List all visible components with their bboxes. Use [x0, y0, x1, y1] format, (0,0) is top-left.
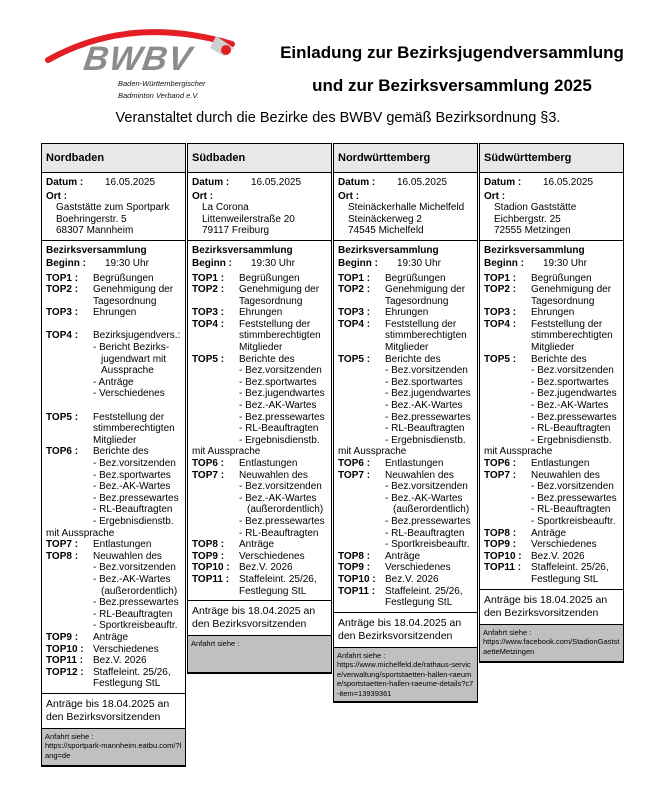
agenda-text: Neuwahlen des	[531, 469, 600, 481]
datum-value: 16.05.2025	[543, 177, 594, 188]
agenda-subitem: - Bez.jugendwartes	[239, 388, 325, 400]
beginn-label: Beginn :	[338, 258, 378, 269]
agenda-subitem: - Ergebnisdienstb.	[531, 434, 612, 446]
agenda-subitem: - Sportkreisbeauftr.	[531, 515, 616, 527]
agenda-text: Neuwahlen des	[385, 469, 454, 481]
agenda-key: TOP7 :	[338, 469, 371, 481]
agenda-subitem: - Bez.pressewartes	[93, 597, 179, 609]
ort-line: 74545 Michelfeld	[348, 225, 424, 236]
ort-line: La Corona	[202, 202, 249, 213]
agenda-text: Berichte des	[93, 446, 149, 458]
district-name: Nordwürttemberg	[334, 144, 477, 173]
agenda-subitem: - Bez.pressewartes	[385, 515, 471, 527]
agenda-key: TOP11 :	[192, 573, 230, 585]
beginn-value: 19:30 Uhr	[543, 258, 587, 269]
agenda-key: TOP4 :	[338, 318, 371, 330]
agenda-text: Neuwahlen des	[239, 469, 308, 481]
agenda-text: Ehrungen	[239, 307, 283, 319]
agenda-key: TOP8 :	[484, 527, 517, 539]
agenda-text: Begrüßungen	[239, 272, 300, 284]
agenda-item	[484, 470, 619, 482]
directions-link[interactable]: https://www.facebook.com/StadionGaststaetteMetzingen	[483, 637, 620, 656]
agenda-subitem: - RL-Beauftragten	[531, 423, 611, 435]
agenda-subitem: - Bez.pressewartes	[93, 492, 179, 504]
agenda-item	[338, 284, 473, 307]
agenda-subitem: - Bez.sportwartes	[531, 376, 609, 388]
agenda-text: Feststellung der stimmberechtigten Mitglieder	[239, 318, 321, 354]
agenda-item	[484, 458, 619, 470]
directions-link[interactable]: https://sportpark-mannheim.eatbu.com/?lang=de	[45, 741, 182, 760]
district-column-nordbaden	[41, 143, 186, 767]
agenda-section	[188, 241, 331, 601]
agenda-text: Staffeleint. 25/26, Festlegung StL	[385, 585, 463, 609]
agenda-key: TOP5 :	[46, 411, 79, 423]
agenda-subitem: - Ergebnisdienstb.	[93, 515, 174, 527]
directions-box	[480, 625, 623, 662]
agenda-item	[46, 446, 181, 458]
agenda-text: Entlastungen	[531, 458, 590, 469]
title-line1: Einladung zur Bezirksjugendversammlung	[280, 43, 624, 62]
district-name: Nordbaden	[42, 144, 185, 173]
agenda-key: TOP4 :	[484, 318, 517, 330]
beginn-value: 19:30 Uhr	[105, 258, 149, 269]
agenda-item	[192, 273, 327, 285]
agenda-key: TOP9 :	[338, 562, 371, 574]
agenda-key: TOP8 :	[46, 550, 79, 562]
agenda-key: TOP10 :	[46, 643, 84, 655]
agenda-item	[338, 458, 473, 470]
agenda-item	[192, 539, 327, 551]
datum-value: 16.05.2025	[251, 177, 302, 188]
agenda-text: Genehmigung der Tagesordnung	[239, 284, 320, 307]
agenda-item	[484, 319, 619, 354]
agenda-text: Berichte des	[531, 353, 587, 365]
agenda-subitem: - RL-Beauftragten	[239, 527, 319, 539]
agenda-subitem: - Bez.vorsitzenden	[239, 481, 322, 493]
agenda-key: TOP11 :	[338, 585, 376, 597]
agenda-key: TOP11 :	[484, 562, 522, 574]
datum-label: Datum :	[338, 177, 376, 188]
agenda-item	[46, 284, 181, 307]
agenda-text: Begrüßungen	[385, 272, 446, 284]
agenda-item	[46, 307, 181, 319]
agenda-subitem: (außerordentlich)	[101, 585, 178, 597]
directions-label: Anfahrt siehe :	[45, 731, 94, 741]
beginn-label: Beginn :	[484, 258, 524, 269]
agenda-item	[338, 586, 473, 609]
ort-label: Ort :	[484, 190, 506, 202]
agenda-item	[484, 354, 619, 366]
logo-subtitle	[118, 78, 206, 102]
agenda-item	[46, 551, 181, 563]
agenda-subitem: - Ergebnisdienstb.	[385, 434, 466, 446]
agenda-subitem: - Bez.pressewartes	[531, 492, 617, 504]
agenda-text: Ehrungen	[531, 307, 575, 319]
datum-label: Datum :	[484, 177, 522, 188]
agenda-subitem: mit Aussprache	[338, 446, 407, 458]
agenda-subitem: - Bez.vorsitzenden	[531, 481, 614, 493]
agenda-subitem: - Bez.pressewartes	[239, 411, 325, 423]
directions-label: Anfahrt siehe :	[483, 627, 532, 637]
directions-box	[188, 636, 331, 673]
ort-line: Eichbergstr. 25	[494, 213, 561, 225]
agenda-item	[46, 655, 181, 667]
datum-value: 16.05.2025	[105, 177, 156, 188]
agenda-key: TOP1 :	[338, 272, 371, 284]
agenda-item	[484, 528, 619, 540]
logo-subtitle-line1: Baden-Württembergischer	[118, 79, 206, 88]
agenda-subitem: - Bez.-AK-Wartes	[385, 492, 463, 504]
agenda-subitem: - Bez.sportwartes	[93, 469, 171, 481]
agenda-item	[46, 644, 181, 656]
agenda-text: Entlastungen	[93, 539, 152, 551]
agenda-item	[46, 330, 181, 342]
agenda-text: Staffeleint. 25/26, Festlegung StL	[531, 562, 609, 585]
agenda-item	[192, 470, 327, 482]
agenda-subitem: - Bez.-AK-Wartes	[93, 573, 171, 585]
agenda-section	[480, 241, 623, 589]
agenda-text: Genehmigung der Tagesordnung	[93, 284, 174, 307]
agenda-key: TOP10 :	[192, 562, 230, 574]
agenda-subitem: - Bericht Bezirks-	[93, 342, 170, 354]
agenda-text: Feststellung der stimmberechtigten Mitglieder	[93, 411, 175, 446]
agenda-item	[192, 562, 327, 574]
agenda-key: TOP9 :	[46, 631, 79, 643]
agenda-text: Entlastungen	[239, 458, 298, 469]
agenda-key: TOP2 :	[192, 284, 225, 296]
page-title	[240, 36, 664, 102]
agenda-item	[192, 307, 327, 319]
agenda-item	[192, 458, 327, 470]
agenda-item	[46, 273, 181, 285]
datum-label: Datum :	[46, 177, 84, 188]
ort-label: Ort :	[192, 190, 214, 202]
agenda-key: TOP1 :	[484, 272, 517, 284]
agenda-text: Neuwahlen des	[93, 550, 162, 562]
agenda-key: TOP8 :	[338, 550, 371, 562]
agenda-text: Bez.V. 2026	[239, 562, 293, 574]
district-name: Südbaden	[188, 144, 331, 173]
beginn-label: Beginn :	[46, 258, 86, 269]
agenda-section	[334, 241, 477, 612]
agenda-item	[484, 562, 619, 585]
agenda-key: TOP8 :	[192, 539, 225, 551]
agenda-text: Anträge	[93, 631, 129, 643]
agenda-key: TOP9 :	[484, 539, 517, 551]
ort-line: Steinäckerhalle Michelfeld	[348, 202, 465, 213]
agenda-text: Bezirksjugendvers.:	[93, 330, 181, 342]
agenda-key: TOP1 :	[192, 272, 225, 284]
agenda-key: TOP6 :	[192, 458, 225, 469]
agenda-subitem: - Bez.vorsitzenden	[385, 481, 468, 493]
agenda-key: TOP12 :	[46, 666, 84, 678]
beginn-label: Beginn :	[192, 258, 232, 269]
agenda-item	[192, 284, 327, 307]
agenda-text: Verschiedenes	[239, 550, 305, 562]
agenda-subitem: - Bez.vorsitzenden	[531, 365, 614, 377]
agenda-key: TOP2 :	[46, 284, 79, 296]
directions-label: Anfahrt siehe :	[191, 639, 240, 649]
agenda-text: Ehrungen	[385, 307, 429, 319]
agenda-key: TOP1 :	[46, 272, 79, 284]
agenda-text: Bez.V. 2026	[531, 550, 585, 562]
ort-line: Steinäckerweg 2	[348, 213, 422, 225]
agenda-item	[192, 551, 327, 563]
agenda-subitem: - Bez.-AK-Wartes	[239, 400, 317, 412]
ort-line: Stadion Gaststätte	[494, 202, 577, 213]
ort-line: 72555 Metzingen	[494, 225, 571, 236]
agenda-subitem: jugendwart mit	[101, 353, 167, 365]
agenda-subitem: - Bez.jugendwartes	[531, 388, 617, 400]
agenda-subitem: - Bez.-AK-Wartes	[531, 400, 609, 412]
date-location-section	[334, 173, 477, 241]
agenda-subitem: - Bez.sportwartes	[385, 376, 463, 388]
agenda-subitem: - Bez.sportwartes	[239, 376, 317, 388]
directions-label: Anfahrt siehe :	[337, 650, 386, 660]
agenda-subitem: - RL-Beauftragten	[93, 504, 173, 516]
agenda-key: TOP6 :	[484, 458, 517, 469]
agenda-item	[46, 539, 181, 551]
agenda-text: Staffeleint. 25/26, Festlegung StL	[93, 666, 171, 690]
district-column-suedwuerttemberg	[479, 143, 624, 663]
date-location-section	[42, 173, 185, 241]
agenda-item	[338, 273, 473, 285]
agenda-key: TOP6 :	[46, 446, 79, 458]
agenda-item	[484, 539, 619, 551]
directions-link[interactable]: https://www.michelfeld.de/rathaus-service/verwaltung/sportstaetten-hallen-raeume/sportstaetten-hallen-raeume-details?c7-item=13939361	[337, 660, 474, 698]
antrag-deadline: Anträge bis 18.04.2025 an den Bezirksvorsitzenden	[42, 693, 185, 729]
antrag-deadline: Anträge bis 18.04.2025 an den Bezirksvorsitzenden	[188, 600, 331, 636]
agenda-item	[46, 667, 181, 690]
page-subtitle: Veranstaltet durch die Bezirke des BWBV gemäß Bezirksordnung §3.	[115, 110, 561, 126]
agenda-subitem: Aussprache	[101, 365, 154, 377]
antrag-deadline: Anträge bis 18.04.2025 an den Bezirksvorsitzenden	[480, 589, 623, 625]
agenda-key: TOP3 :	[484, 307, 517, 319]
ort-line: Boehringerstr. 5	[56, 213, 127, 225]
agenda-subitem: - Anträge	[93, 376, 134, 388]
datum-label: Datum :	[192, 177, 230, 188]
agenda-subitem: - Bez.pressewartes	[531, 411, 617, 423]
agenda-subitem: - RL-Beauftragten	[93, 608, 173, 620]
directions-box	[334, 648, 477, 703]
beginn-value: 19:30 Uhr	[251, 258, 295, 269]
ort-line: 68307 Mannheim	[56, 225, 134, 236]
agenda-subitem: - Bez.jugendwartes	[385, 388, 471, 400]
agenda-subitem: - Ergebnisdienstb.	[239, 434, 320, 446]
district-column-nordwuerttemberg	[333, 143, 478, 703]
title-line2: und zur Bezirksversammlung 2025	[312, 76, 592, 95]
agenda-subitem: - Verschiedenes	[93, 388, 165, 400]
agenda-key: TOP7 :	[192, 469, 225, 481]
agenda-key: TOP7 :	[484, 469, 517, 481]
agenda-key: TOP2 :	[338, 284, 371, 296]
beginn-value: 19:30 Uhr	[397, 258, 441, 269]
date-location-section	[480, 173, 623, 241]
agenda-item	[484, 551, 619, 563]
agenda-item	[484, 273, 619, 285]
agenda-text: Bez.V. 2026	[93, 655, 147, 667]
agenda-text: Anträge	[385, 550, 421, 562]
agenda-key: TOP7 :	[46, 539, 79, 551]
ort-line: 79117 Freiburg	[202, 225, 270, 236]
agenda-subitem: - Bez.vorsitzenden	[385, 365, 468, 377]
agenda-text: Bez.V. 2026	[385, 573, 439, 585]
bwbv-logo	[40, 22, 240, 102]
agenda-item	[192, 354, 327, 366]
agenda-text: Begrüßungen	[93, 272, 154, 284]
agenda-key: TOP4 :	[192, 318, 225, 330]
agenda-subitem: mit Aussprache	[46, 527, 115, 539]
agenda-text: Feststellung der stimmberechtigten Mitglieder	[531, 318, 613, 354]
agenda-item	[484, 284, 619, 307]
agenda-subitem: - Sportkreisbeauftr.	[93, 620, 178, 632]
agenda-subitem: - RL-Beauftragten	[385, 423, 465, 435]
ort-line: Gaststätte zum Sportpark	[56, 202, 170, 213]
agenda-text: Anträge	[531, 527, 567, 539]
agenda-subitem: - Bez.-AK-Wartes	[93, 481, 171, 493]
agenda-text: Ehrungen	[93, 307, 137, 319]
agenda-item	[46, 412, 181, 447]
agenda-text: Begrüßungen	[531, 272, 592, 284]
agenda-subitem: - Sportkreisbeauftr.	[385, 539, 470, 551]
agenda-text: Verschiedenes	[531, 539, 597, 551]
agenda-subitem: - Bez.pressewartes	[239, 515, 325, 527]
logo-subtitle-line2: Badminton Verband e.V.	[118, 91, 199, 100]
agenda-key: TOP9 :	[192, 550, 225, 562]
versammlung-label: Bezirksversammlung	[46, 244, 147, 256]
agenda-key: TOP10 :	[338, 573, 376, 585]
agenda-subitem: mit Aussprache	[484, 446, 553, 458]
agenda-text: Berichte des	[385, 353, 441, 365]
agenda-subitem: (außerordentlich)	[247, 504, 324, 516]
datum-value: 16.05.2025	[397, 177, 448, 188]
agenda-text: Entlastungen	[385, 458, 444, 469]
agenda-key: TOP4 :	[46, 330, 79, 342]
agenda-subitem: (außerordentlich)	[393, 504, 470, 516]
ort-label: Ort :	[338, 190, 360, 202]
ort-label: Ort :	[46, 190, 68, 202]
agenda-section	[42, 241, 185, 693]
versammlung-label: Bezirksversammlung	[338, 244, 439, 256]
agenda-subitem: - Bez.-AK-Wartes	[385, 400, 463, 412]
agenda-subitem: - RL-Beauftragten	[239, 423, 319, 435]
date-location-section	[188, 173, 331, 241]
agenda-subitem: - RL-Beauftragten	[385, 527, 465, 539]
agenda-text: Feststellung der stimmberechtigten Mitglieder	[385, 318, 467, 354]
agenda-key: TOP10 :	[484, 550, 522, 562]
agenda-item	[338, 574, 473, 586]
agenda-item	[338, 551, 473, 563]
versammlung-label: Bezirksversammlung	[192, 244, 293, 256]
agenda-item	[338, 470, 473, 482]
agenda-key: TOP11 :	[46, 655, 84, 667]
directions-box	[42, 729, 185, 766]
agenda-key: TOP6 :	[338, 458, 371, 469]
agenda-item	[46, 632, 181, 644]
agenda-subitem: - Bez.vorsitzenden	[93, 562, 176, 574]
agenda-item	[192, 319, 327, 354]
agenda-text: Anträge	[239, 539, 275, 551]
agenda-key: TOP3 :	[338, 307, 371, 319]
agenda-key: TOP3 :	[46, 307, 79, 319]
agenda-key: TOP5 :	[192, 353, 225, 365]
antrag-deadline: Anträge bis 18.04.2025 an den Bezirksvorsitzenden	[334, 612, 477, 648]
agenda-text: Verschiedenes	[93, 643, 159, 655]
agenda-text: Verschiedenes	[385, 562, 451, 574]
agenda-item	[338, 307, 473, 319]
agenda-text: Genehmigung der Tagesordnung	[531, 284, 612, 307]
agenda-key: TOP5 :	[338, 353, 371, 365]
agenda-item	[484, 307, 619, 319]
agenda-subitem: - Bez.pressewartes	[385, 411, 471, 423]
agenda-subitem: - RL-Beauftragten	[531, 504, 611, 516]
agenda-item	[338, 354, 473, 366]
district-name: Südwürttemberg	[480, 144, 623, 173]
agenda-key: TOP5 :	[484, 353, 517, 365]
agenda-key: TOP3 :	[192, 307, 225, 319]
ort-line: Littenweilerstraße 20	[202, 213, 295, 225]
versammlung-label: Bezirksversammlung	[484, 244, 585, 256]
agenda-item	[338, 562, 473, 574]
agenda-text: Genehmigung der Tagesordnung	[385, 284, 466, 307]
agenda-text: Berichte des	[239, 353, 295, 365]
agenda-key: TOP2 :	[484, 284, 517, 296]
agenda-subitem: - Bez.vorsitzenden	[239, 365, 322, 377]
district-column-suedbaden	[187, 143, 332, 674]
agenda-item	[338, 319, 473, 354]
agenda-item	[192, 574, 327, 597]
logo-brand: BWBV	[81, 40, 195, 78]
agenda-subitem: - Bez.-AK-Wartes	[239, 492, 317, 504]
agenda-subitem: mit Aussprache	[192, 446, 261, 458]
agenda-text: Staffeleint. 25/26, Festlegung StL	[239, 573, 317, 597]
agenda-subitem: - Bez.vorsitzenden	[93, 458, 176, 469]
